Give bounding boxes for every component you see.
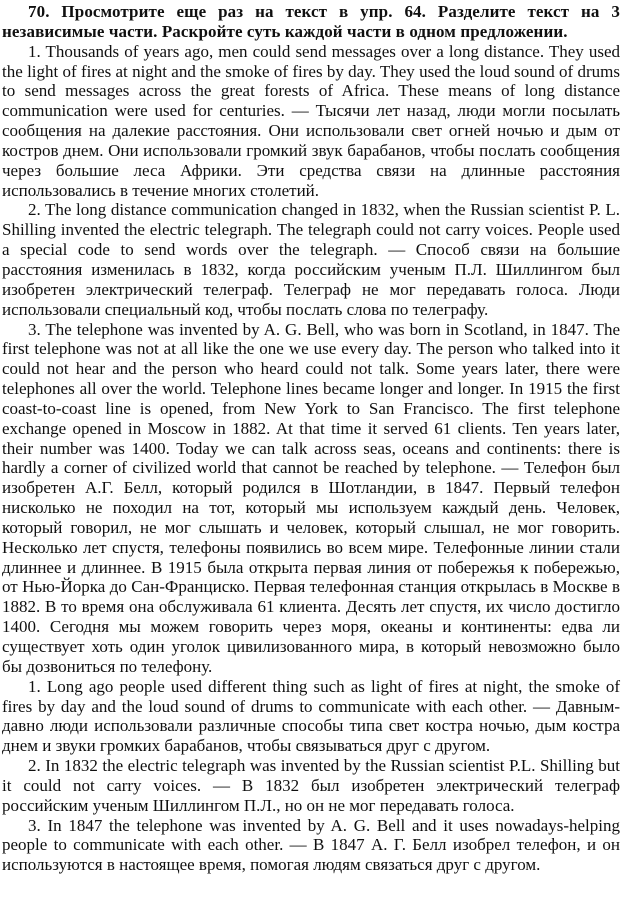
text-paragraph-fires-drums: 1. Thousands of years ago, men could send messages over a long distance. They used the light of fires at night and the smoke of fires by day. They used the loud sound of drums to send messages across the great forests of Africa. These means of long distance communication were used for centuries. — Тысячи лет назад, люди могли посылать сообщения на далекие расстояния. Они использовали свет огней ночью и дым от костров днем. Они использовали громкий звук барабанов, чтобы послать сообщения через большие леса Африки. Эти средства связи на длинные расстояния использовались в течение многих столетий. [2,41,620,200]
summary-paragraph-3: 3. In 1847 the telephone was invented by A. G. Bell and it uses nowadays-helping people to communicate with each other. — В 1847 А. Г. Белл изобрел телефон, и он используются в настоящее время, помогая людям связаться друг с другом. [2,815,620,875]
text-paragraph-telephone: 3. The telephone was invented by A. G. Bell, who was born in Scotland, in 1847. The first telephone was not at all like the one we use every day. The person who talked into it could not hear and the person who heard could not talk. Some years later, there were telephones all over the world. Telephone lines became longer and longer. In 1915 the first coast-to-coast line is opened, from New York to San Francisco. The first telephone exchange opened in Moscow in 1882. At that time it served 61 clients. Ten years later, their number was 1400. Today we can talk across seas, oceans and continents: there is hardly a corner of civilized world that cannot be reached by telephone. — Телефон был изобретен А.Г. Белл, который родился в Шотландии, в 1847. Первый телефон нисколько не походил на тот, который мы используем каждый день. Человек, который говорил, не мог слышать и человек, который слышал, не мог говорить. Несколько лет спустя, телефоны появились во всем мире. Телефонные линии стали длиннее и длиннее. В 1915 была открыта первая линия от побережья к побережью, от Нью-Йорка до Сан-Франциско. Первая телефонная станция открылась в Москве в 1882. В то время она обслуживала 61 клиента. Десять лет спустя, их число достигло 1400. Сегодня мы можем говорить через моря, океаны и континенты: едва ли существует хоть один уголок цивилизованного мира, в который невозможно было бы дозвониться по телефону. [2,319,620,676]
summary-paragraph-1: 1. Long ago people used different thing such as light of fires at night, the smoke of fires by day and the loud sound of drums to communicate with each other. — Давным-давно люди использовали различные способы типа свет костра ночью, дым костра днем и звуки громких барабанов, чтобы связываться друг с другом. [2,676,620,756]
exercise-heading: 70. Просмотрите еще раз на текст в упр. 64. Разделите текст на 3 независимые части. Раскройте суть каждой части в одном предложении. [2,2,620,41]
summary-paragraph-2: 2. In 1832 the electric telegraph was invented by the Russian scientist P.L. Shilling but it could not carry voices. — В 1832 был изобретен электрический телеграф российским ученым Шиллингом П.Л., но он не мог передавать голоса. [2,756,620,815]
text-paragraph-telegraph: 2. The long distance communication changed in 1832, when the Russian scientist P. L. Shilling invented the electric telegraph. The telegraph could not carry voices. People used a special code to send words over the telegraph. — Способ связи на большие расстояния изменилась в 1832, когда российским ученым П.Л. Шиллингом был изобретен электрический телеграф. Телеграф не мог передавать голоса. Люди использовали специальный код, чтобы послать слова по телеграфу. [2,200,620,319]
